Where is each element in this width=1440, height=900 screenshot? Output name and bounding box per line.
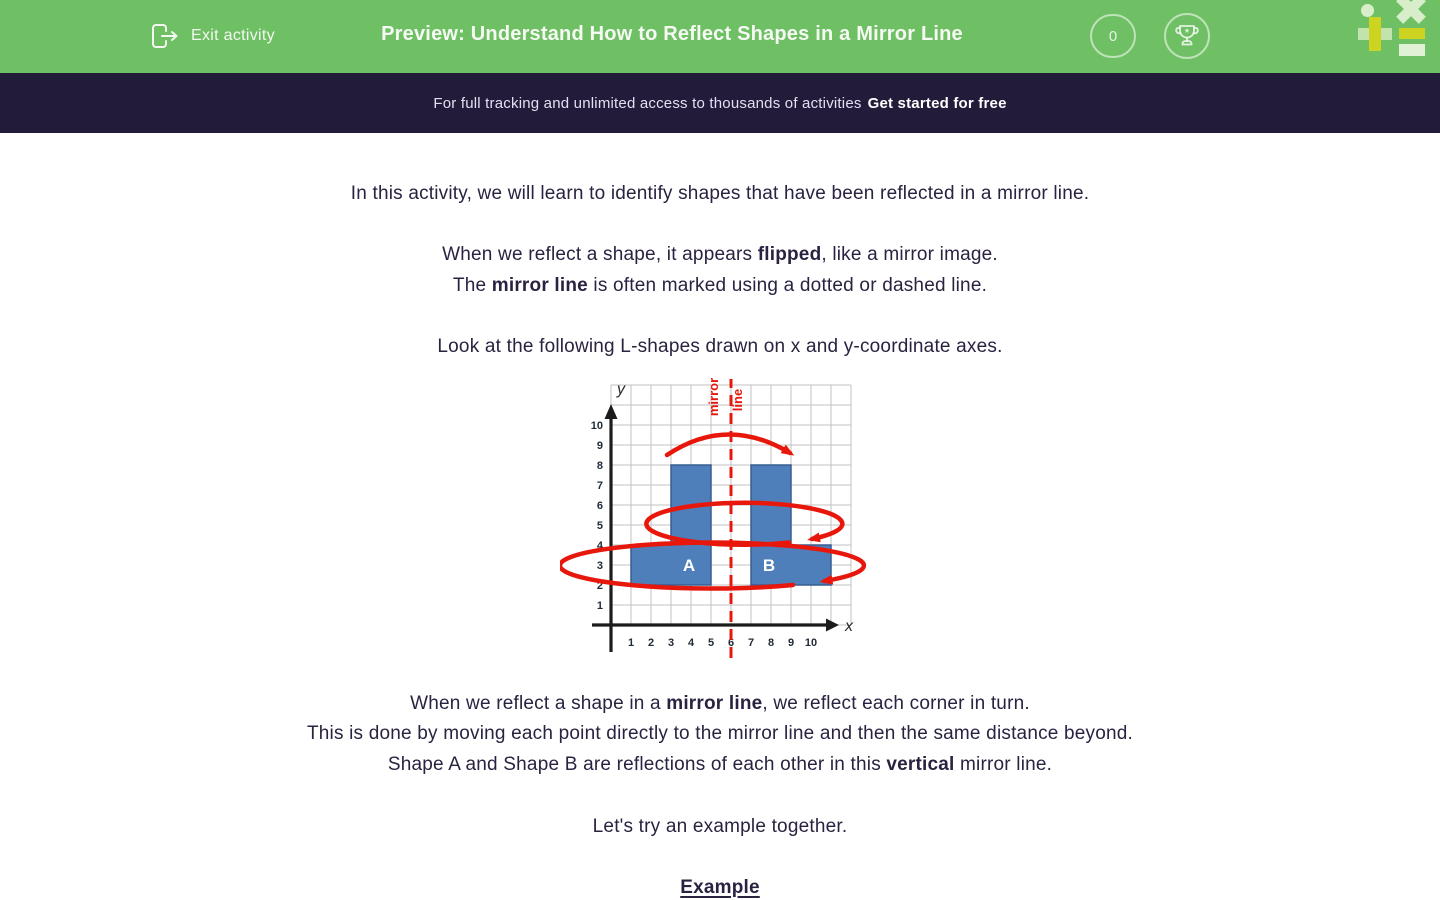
svg-text:10: 10 [804, 637, 818, 649]
svg-text:5: 5 [707, 637, 715, 649]
example-heading: Example [680, 877, 760, 898]
reflect-each-corner-text: When we reflect a shape in a mirror line, we reflect each corner in turn. [410, 693, 1030, 714]
svg-text:A: A [682, 556, 696, 575]
svg-text:2: 2 [647, 637, 655, 649]
svg-text:9: 9 [787, 637, 795, 649]
try-example-text: Let's try an example together. [592, 816, 848, 837]
exit-activity-label: Exit activity [191, 27, 275, 44]
svg-text:8: 8 [767, 637, 775, 649]
trophy-button[interactable] [1164, 13, 1210, 59]
coordinate-grid-figure [560, 373, 870, 665]
svg-text:9: 9 [596, 440, 603, 452]
mirror-line-marked-text: The mirror line is often marked using a dotted or dashed line. [452, 275, 988, 296]
score-value: 0 [1108, 27, 1118, 45]
logo-plus-icon [1358, 17, 1392, 51]
reflection-diagram [560, 373, 870, 665]
brand-logo-math-symbols [1348, 0, 1440, 73]
svg-text:10: 10 [590, 420, 603, 432]
moving-each-point-text: This is done by moving each point directly to the mirror line and then the same distance beyond. [306, 723, 1134, 744]
svg-text:y: y [617, 381, 625, 398]
upgrade-banner [0, 73, 1440, 133]
svg-text:1: 1 [627, 637, 635, 649]
page-title: Preview: Understand How to Reflect Shapes in a Mirror Line [381, 23, 963, 45]
app-header [0, 0, 1440, 73]
svg-text:4: 4 [687, 637, 695, 649]
svg-text:7: 7 [747, 637, 755, 649]
svg-text:line: line [730, 388, 745, 412]
svg-text:3: 3 [596, 560, 603, 572]
svg-text:2: 2 [596, 580, 603, 592]
svg-text:mirror: mirror [706, 377, 721, 417]
svg-text:1: 1 [596, 600, 603, 612]
svg-text:3: 3 [667, 637, 675, 649]
logo-equals-top-bar [1399, 28, 1425, 39]
get-started-link[interactable]: Get started for free [867, 94, 1007, 112]
svg-text:6: 6 [596, 500, 603, 512]
intro-text: In this activity, we will learn to identify shapes that have been reflected in a mirror line. [350, 183, 1090, 204]
logo-equals-bottom-bar [1399, 44, 1425, 56]
look-at-lshapes-text: Look at the following L-shapes drawn on x and y-coordinate axes. [437, 336, 1003, 357]
svg-text:x: x [845, 618, 853, 635]
svg-text:5: 5 [596, 520, 603, 532]
svg-text:6: 6 [727, 637, 735, 649]
logo-multiply-icon [1388, 0, 1433, 32]
logo-dot-shape [1361, 4, 1374, 17]
svg-text:8: 8 [596, 460, 603, 472]
reflect-flipped-text: When we reflect a shape, it appears flipped, like a mirror image. [442, 244, 998, 265]
score-counter[interactable] [1090, 14, 1136, 58]
banner-text: For full tracking and unlimited access to thousands of activities [433, 94, 862, 112]
trophy-icon [1173, 22, 1201, 50]
svg-text:4: 4 [596, 540, 603, 552]
svg-text:7: 7 [596, 480, 603, 492]
shapes-are-reflections-text: Shape A and Shape B are reflections of each other in this vertical mirror line. [387, 754, 1053, 775]
svg-text:B: B [762, 556, 776, 575]
